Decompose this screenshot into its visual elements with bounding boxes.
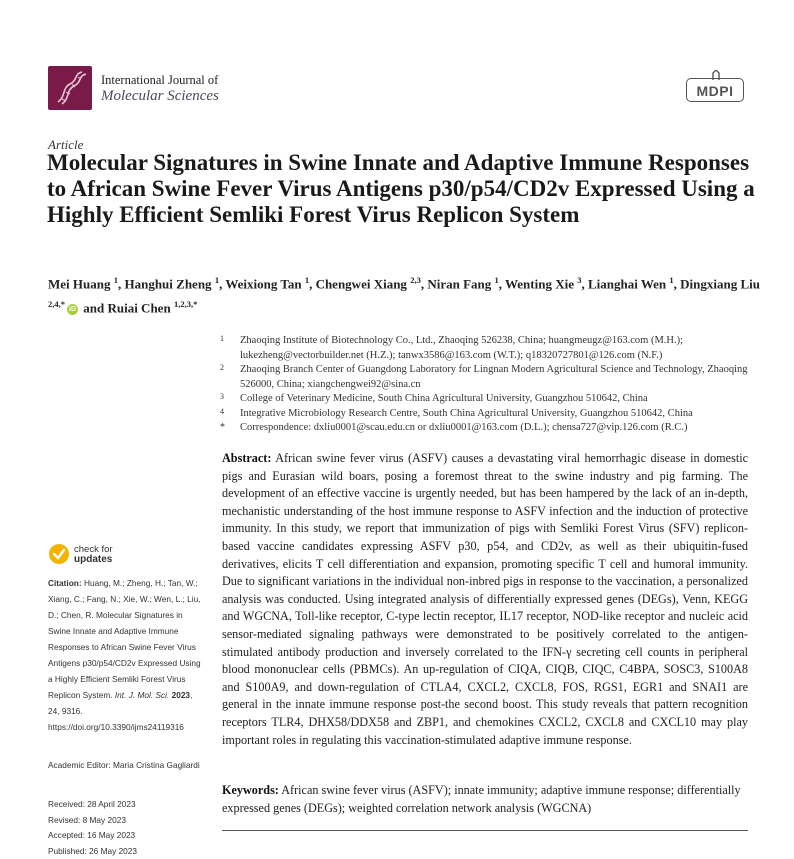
affiliation-item bbox=[220, 334, 760, 363]
affiliation-item bbox=[220, 421, 760, 436]
abstract bbox=[222, 450, 748, 749]
section-divider bbox=[222, 830, 748, 831]
citation-text: Huang, M.; Zheng, H.; Tan, W.; Xiang, C.; Fang, N.; Xie, W.; Wen, L.; Liu, D.; Chen, R. Molecular Signatures in Swine Innate and Adaptive Immune Responses to African Swine Fever Virus Antigens p30/p54/CD2v Expressed Using a Highly Efficient Semliki Forest Virus Replicon System. bbox=[48, 578, 201, 700]
abstract-label: Abstract: bbox=[222, 451, 272, 465]
affiliation-text: Zhaoqing Branch Center of Guangdong Laboratory for Lingnan Modern Agricultural Science and Technology, Zhaoqing 526000, China; xiangchengwei92@sina.cn bbox=[240, 364, 748, 390]
citation-rest[interactable]: , 24, 9316. https://doi.org/10.3390/ijms24119316 bbox=[48, 690, 193, 732]
check-line2: updates bbox=[74, 554, 113, 565]
citation-label: Citation: bbox=[48, 578, 82, 588]
keywords-label: Keywords: bbox=[222, 783, 279, 797]
journal-logo bbox=[48, 66, 92, 110]
author-name: Hanghui Zheng bbox=[124, 276, 212, 292]
author-name: Wenting Xie bbox=[505, 276, 574, 292]
affiliation-text: Zhaoqing Institute of Biotechnology Co., Ltd., Zhaoqing 526238, China; huangmeugz@163.com (M.H.); lukezheng@vectorbuilder.net (H.Z.); tanwx3586@163.com (W.T.); q18320727801@126.com (N.F.) bbox=[240, 335, 684, 361]
citation bbox=[48, 575, 204, 735]
author-name: Weixiong Tan bbox=[225, 276, 302, 292]
affiliation-text: Correspondence: dxliu0001@scau.edu.cn or dxliu0001@163.com (D.L.); chensa727@vip.126.com (R.C.) bbox=[240, 422, 688, 433]
author-name: Chengwei Xiang bbox=[315, 276, 407, 292]
author-name: Ruiai Chen bbox=[107, 300, 171, 316]
affiliation-item bbox=[220, 363, 760, 392]
journal-name-line1: International Journal of bbox=[101, 73, 219, 87]
article-title: Molecular Signatures in Swine Innate and Adaptive Immune Responses to African Swine Fever Virus Antigens p30/p54/CD2v Expressed Using a Highly Efficient Semliki Forest Virus Replicon System bbox=[47, 150, 755, 227]
affiliation-number: 3 bbox=[220, 392, 224, 401]
author-name: Mei Huang bbox=[48, 276, 111, 292]
dna-icon bbox=[48, 66, 92, 110]
date-revised: Revised: 8 May 2023 bbox=[48, 814, 126, 825]
author-name: Dingxiang Liu bbox=[680, 276, 760, 292]
affiliations bbox=[220, 334, 760, 436]
article-type: Article bbox=[48, 137, 84, 152]
affiliation-number: 1 bbox=[220, 334, 224, 343]
author-affiliation-sup: 1,2,3,* bbox=[173, 299, 198, 310]
author-affiliation-sup: 2,4,* bbox=[48, 299, 65, 310]
affiliation-number: * bbox=[220, 422, 225, 433]
author-affiliation-sup: 3 bbox=[577, 275, 582, 285]
abstract-text: African swine fever virus (ASFV) causes a devastating viral hemorrhagic disease in domestic pigs and Eurasian wild boars, posing a foremost threat to the swine industry and pig farming. The development of an effective vaccine is urgently needed, but has been hampered by the lack of an in-depth, mechanistic understanding of the host immune response to ASFV infection and the induction of protective immunity. In this study, we report that immunization of pigs with Semliki Forest Virus (SFV) replicon-based vaccine candidates expressing ASFV p30, p54, and CD2v, as well as their ubiquitin-fused derivatives, elicits T cell differentiation and expansion, promoting specific T cell and humoral immunity. Due to significant variations in the individual non-inbred pigs in response to the vaccination, a personalized analysis was conducted. Using integrated analysis of differentially expressed genes (DEGs), Venn, KEGG and WGCNA, Toll-like receptor, C-type lectin receptor, IL17 receptor, NOD-like receptor and nucleic acid sensor-mediated signaling pathways were demonstrated to be positively correlated to the antigen-stimulated antibody production and inversely correlated to the IFN-γ secreting cell counts in peripheral blood mononuclear cells (PBMCs). An up-regulation of CIQA, CIQB, CIQC, C4BPA, SOSC3, S100A8 and S100A9, and down-regulation of CTLA4, CXCL2, CXCL8, FOS, RGS1, EGR1 and SNAI1 are general in the innate immune response post-the second boost. This study reveals that pattern recognition receptors TLR4, DHX58/DDX58 and ZBP1, and chemokines CXCL2, CXCL8 and CXCL10 may play important roles in regulating this vaccination-stimulated adaptive immune response. bbox=[222, 451, 748, 747]
affiliation-item bbox=[220, 392, 760, 407]
keywords bbox=[222, 782, 748, 817]
date-received: Received: 28 April 2023 bbox=[48, 799, 136, 809]
affiliation-text: College of Veterinary Medicine, South China Agricultural University, Guangzhou 510642, China bbox=[240, 393, 648, 404]
journal-name-line2: Molecular Sciences bbox=[101, 88, 219, 104]
check-for-updates-button[interactable] bbox=[74, 545, 113, 565]
affiliation-item bbox=[220, 407, 760, 422]
date-published: Published: 26 May 2023 bbox=[48, 845, 138, 856]
author-affiliation-sup: 1 bbox=[669, 275, 674, 285]
citation-journal: Int. J. Mol. Sci. bbox=[114, 690, 170, 700]
check-line1: check for bbox=[74, 544, 113, 555]
date-accepted: Accepted: 16 May 2023 bbox=[48, 830, 136, 840]
publication-dates bbox=[48, 797, 204, 859]
orcid-icon[interactable]: iD bbox=[69, 306, 76, 314]
publisher-logo: MDPI bbox=[686, 78, 744, 102]
author-affiliation-sup: 1 bbox=[304, 275, 310, 285]
academic-editor: Academic Editor: Maria Cristina Gagliardi bbox=[48, 760, 200, 770]
author-list: Mei Huang $^1$, Hanghui Zheng $^1$, Weixiong Tan $^1$, Chengwei Xiang $^{2,3}$, Niran Fang $^1$, Wenting Xie $^3$, Lianghai Wen $^1$, Dingxiang Liu $^{2,4,*}$iD and Ruiai Chen $^{1,2,3,*}$ bbox=[48, 275, 760, 316]
author-affiliation-sup: 1 bbox=[113, 275, 118, 285]
affiliation-text: Integrative Microbiology Research Centre, South China Agricultural University, Guangzhou 510642, China bbox=[240, 407, 693, 419]
affiliation-number: 4 bbox=[220, 406, 224, 416]
keywords-text: African swine fever virus (ASFV); innate immunity; adaptive immune response; differentially expressed genes (DEGs); weighted correlation network analysis (WGCNA) bbox=[222, 783, 741, 815]
author-affiliation-sup: 2,3 bbox=[410, 275, 421, 285]
author-affiliation-sup: 1 bbox=[494, 275, 499, 285]
authors-conjunction: and bbox=[83, 300, 105, 316]
check-for-updates-icon[interactable] bbox=[48, 543, 70, 565]
journal-name bbox=[101, 72, 219, 104]
author-name: Lianghai Wen bbox=[587, 276, 667, 292]
affiliation-number: 2 bbox=[220, 363, 224, 372]
citation-year: 2023 bbox=[171, 690, 191, 700]
author-name: Niran Fang bbox=[427, 276, 492, 292]
author-affiliation-sup: 1 bbox=[214, 275, 220, 285]
